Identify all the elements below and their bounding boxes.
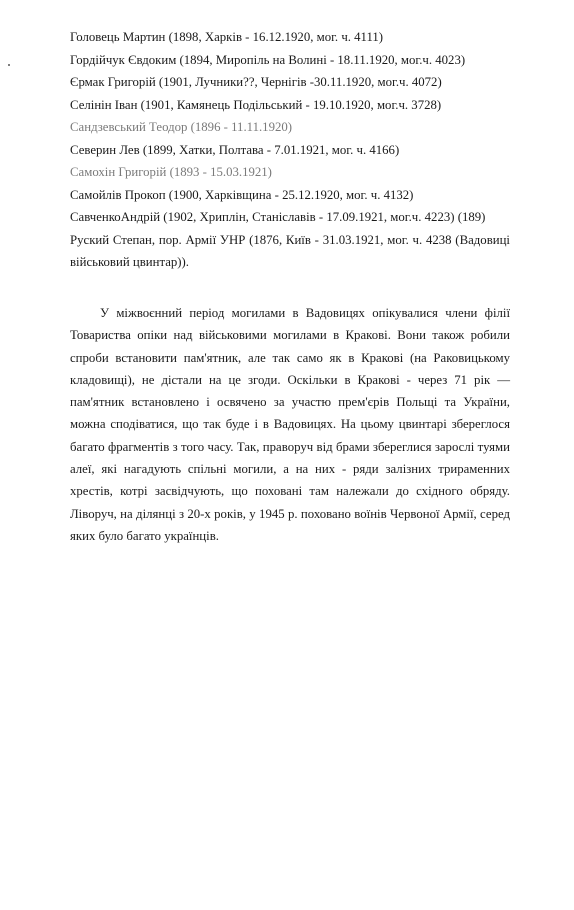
burial-entry: Самохін Григорій (1893 - 15.03.1921) [70,165,272,179]
burial-entry: Северин Лев (1899, Хатки, Полтава - 7.01.1921, мог. ч. 4166) [70,142,400,157]
burial-entry: Самойлів Прокоп (1900, Харківщина - 25.12.1920, мог. ч. 4132) [70,187,414,202]
burial-entry: Гордійчук Євдоким (1894, Миропіль на Волині - 18.11.1920, мог.ч. 4023) [70,52,466,67]
burial-entry: Головець Мартин (1898, Харків - 16.12.1920, мог. ч. 4111) [70,30,384,44]
burial-entry: Єрмак Григорій (1901, Лучники??, Чернігів -30.11.1920, мог.ч. 4072) [70,75,442,89]
burial-entry: Сандзевський Теодор (1896 - 11.11.1920) [70,120,293,134]
burial-entry: Селінін Іван (1901, Камянець Подільський - 19.10.1920, мог.ч. 3728) [70,97,442,112]
scan-speck [8,64,10,66]
burial-list [70,26,510,274]
body-paragraph: У міжвоєнний період могилами в Вадовицях опікувалися члени філії Товариства опіки над військовими могилами в Кракові. Вони також робили спроби встановити пам'ятник, але так само як в Кракові (на Раковицькому кладовищі), не дістали на це згоди. Оскільки в Кракові - через 71 рік — пам'ятник встановлено і освячено за участю прем'єрів Польщі та України, можна сподіватися, що так буде і в Вадовицях. На цьому цвинтарі збереглося багато фрагментів з того часу. Так, праворуч від брами збереглися зарослі туями алеї, які нагадують спільні могили, а на них - ряди залізних трираменних хрестів, котрі засвідчують, що поховані там належали до східного обряду. Ліворуч, на ділянці з 20-х років, у 1945 р. поховано воїнів Червоної Армії, серед яких було багато українців. [70,306,510,543]
burial-entry: СавченкоАндрій (1902, Хриплін, Станіславів - 17.09.1921, мог.ч. 4223) (189) [70,210,486,224]
burial-entry: Руский Степан, пор. Армії УНР (1876, Київ - 31.03.1921, мог. ч. 4238 (Вадовиці військовий цвинтар)). [70,232,510,269]
